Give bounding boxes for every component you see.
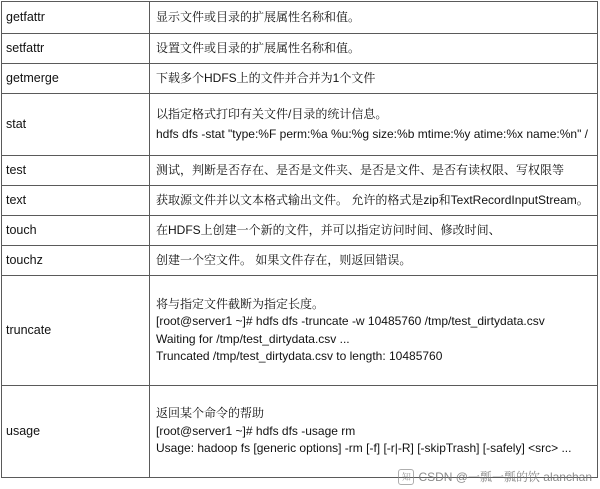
hdfs-command-table (1, 1, 598, 478)
command-name: getfattr (2, 2, 150, 34)
command-name: getmerge (2, 64, 150, 94)
command-name: usage (2, 386, 150, 478)
description-line: Usage: hadoop fs [generic options] -rm [-f] [-r|-R] [-skipTrash] [-safely] <src> ... (156, 441, 572, 456)
command-description (150, 2, 598, 34)
command-description (150, 216, 598, 246)
description-line: 获取源文件并以文本格式输出文件。 允许的格式是zip和TextRecordInputStream。 (156, 192, 589, 207)
command-description (150, 276, 598, 386)
table-row (2, 94, 598, 156)
table-row (2, 246, 598, 276)
command-description (150, 246, 598, 276)
description-line: 在HDFS上创建一个新的文件，并可以指定访问时间、修改时间、 (156, 222, 501, 237)
command-name: touchz (2, 246, 150, 276)
table-row (2, 186, 598, 216)
table-row (2, 276, 598, 386)
table-row (2, 2, 598, 34)
description-line: Waiting for /tmp/test_dirtydata.csv ... (156, 331, 350, 346)
command-name: text (2, 186, 150, 216)
command-name: touch (2, 216, 150, 246)
command-description (150, 186, 598, 216)
description-line: [root@server1 ~]# hdfs dfs -truncate -w 10485760 /tmp/test_dirtydata.csv (156, 314, 545, 328)
command-description (150, 64, 598, 94)
command-description (150, 94, 598, 156)
table-row (2, 64, 598, 94)
command-description (150, 386, 598, 478)
command-description (150, 156, 598, 186)
table-row (2, 216, 598, 246)
description-line: 测试，判断是否存在、是否是文件夹、是否是文件、是否有读权限、写权限等 (156, 162, 565, 177)
command-name: test (2, 156, 150, 186)
csdn-logo-icon: 知 (398, 469, 414, 485)
command-description (150, 34, 598, 64)
description-line: 以指定格式打印有关文件/目录的统计信息。 (156, 107, 388, 121)
description-line: 下载多个HDFS上的文件并合并为1个文件 (156, 70, 376, 85)
command-table-wrapper (1, 1, 598, 478)
description-line: Truncated /tmp/test_dirtydata.csv to length: 10485760 (156, 349, 443, 363)
command-name: truncate (2, 276, 150, 386)
table-row (2, 34, 598, 64)
description-line: 返回某个命令的帮助 (156, 406, 265, 421)
command-name: stat (2, 94, 150, 156)
watermark (398, 468, 592, 485)
description-line: 设置文件或目录的扩展属性名称和值。 (156, 40, 361, 55)
command-name: setfattr (2, 34, 150, 64)
table-row (2, 386, 598, 478)
table-row (2, 156, 598, 186)
description-line: 将与指定文件截断为指定长度。 (156, 296, 325, 311)
description-line: 创建一个空文件。 如果文件存在，则返回错误。 (156, 252, 412, 267)
description-line: 显示文件或目录的扩展属性名称和值。 (156, 9, 361, 24)
watermark-text: CSDN @一瓢一瓢的饮 alanchan (418, 470, 592, 484)
description-line: hdfs dfs -stat "type:%F perm:%a %u:%g size:%b mtime:%y atime:%x name:%n" / (156, 126, 589, 141)
description-line: [root@server1 ~]# hdfs dfs -usage rm (156, 423, 356, 438)
